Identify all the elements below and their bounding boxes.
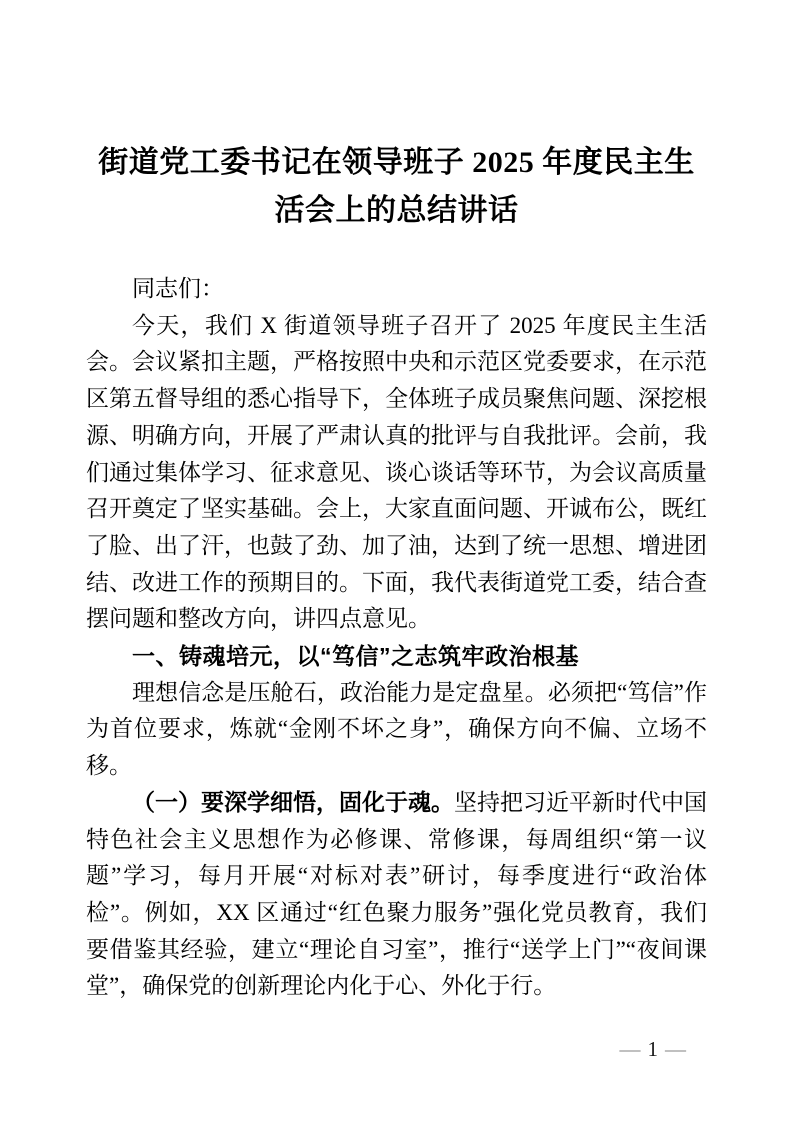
page-footer [613, 1039, 694, 1060]
section-1-heading: 一、铸魂培元，以“笃信”之志筑牢政治根基 [132, 643, 579, 670]
footer-dash-left: — [619, 1037, 641, 1061]
document-body [86, 271, 707, 1005]
subsection-1-lead: （一）要深学细悟，固化于魂。 [132, 789, 454, 815]
subsection-1-body: 坚持把习近平新时代中国特色社会主义思想作为必修课、常修课，每周组织“第一议题”学习，每月开展“对标对表”研讨，每季度进行“政治体检”。例如，XX 区通过“红色聚力服务”强化党员教育，我们要借鉴其经验，建立“理论自习室”，推行“送学上门”“夜间课堂”，确保党的创新理论内化于心、外化于行。 [86, 789, 707, 999]
section-1-body-paragraph: 理想信念是压舱石，政治能力是定盘星。必须把“笃信”作为首位要求，炼就“金刚不坏之身”，确保方向不偏、立场不移。 [86, 679, 707, 779]
subsection-1-paragraph [86, 785, 707, 1005]
intro-paragraph: 今天，我们 X 街道领导班子召开了 2025 年度民主生活会。会议紧扣主题，严格按照中央和示范区党委要求，在示范区第五督导组的悉心指导下，全体班子成员聚焦问题、深挖根源、明确方向，开展了严肃认真的批评与自我批评。会前，我们通过集体学习、征求意见、谈心谈话等环节，为会议高质量召开奠定了坚实基础。会上，大家直面问题、开诚布公，既红了脸、出了汗，也鼓了劲、加了油，达到了统一思想、增进团结、改进工作的预期目的。下面，我代表街道党工委，结合查摆问题和整改方向，讲四点意见。 [86, 312, 707, 632]
document-title: 街道党工委书记在领导班子 2025 年度民主生活会上的总结讲话 [98, 146, 695, 227]
salutation: 同志们： [132, 276, 224, 301]
footer-dash-right: — [665, 1037, 686, 1061]
page-number: 1 [647, 1037, 658, 1061]
